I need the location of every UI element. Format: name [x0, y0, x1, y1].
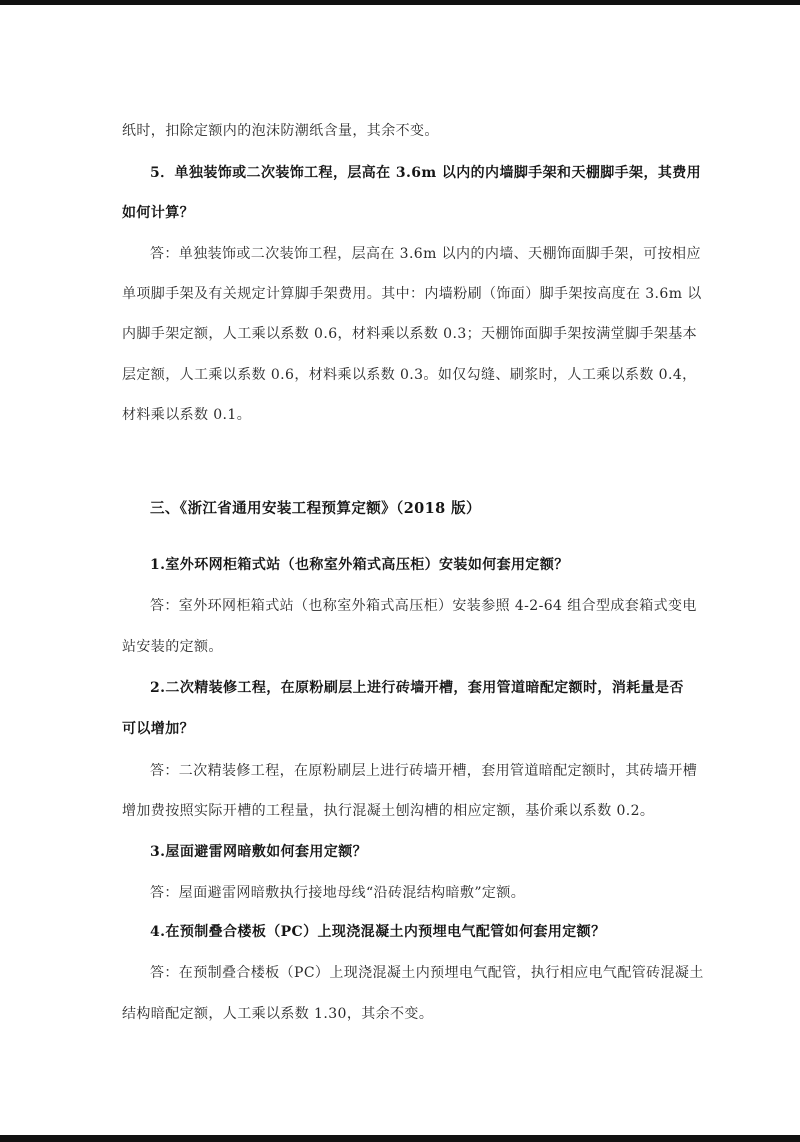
answer-5-line-5: 材料乘以系数 0.1。 [122, 407, 252, 423]
answer-line: 纸时，扣除定额内的泡沫防潮纸含量，其余不变。 [122, 123, 439, 139]
question-2-line-1: 2.二次精装修工程，在原粉刷层上进行砖墙开槽，套用管道暗配定额时，消耗量是否 [150, 680, 684, 696]
answer-5-line-2: 单项脚手架及有关规定计算脚手架费用。其中：内墙粉刷（饰面）脚手架按高度在 3.6m 以 [122, 286, 702, 302]
bottom-border [0, 1135, 800, 1142]
answer-5-line-3: 内脚手架定额，人工乘以系数 0.6，材料乘以系数 0.3；天棚饰面脚手架按满堂脚手架基本 [122, 326, 698, 342]
answer-5-line-4: 层定额，人工乘以系数 0.6，材料乘以系数 0.3。如仅勾缝、刷浆时，人工乘以系数 0.4， [122, 367, 697, 383]
question-5-line-2: 如何计算？ [122, 205, 194, 221]
top-border [0, 0, 800, 5]
answer-1-line-2: 站安装的定额。 [122, 639, 223, 655]
answer-1-line-1: 答：室外环网柜箱式站（也称室外箱式高压柜）安装参照 4-2-64 组合型成套箱式变电 [150, 598, 697, 614]
answer-4-line-1: 答：在预制叠合楼板（PC）上现浇混凝土内预埋电气配管，执行相应电气配管砖混凝土 [150, 965, 704, 981]
answer-4-line-2: 结构暗配定额，人工乘以系数 1.30，其余不变。 [122, 1006, 434, 1022]
answer-5-line-1: 答：单独装饰或二次装饰工程，层高在 3.6m 以内的内墙、天棚饰面脚手架，可按相应 [150, 246, 701, 262]
answer-2-line-2: 增加费按照实际开槽的工程量，执行混凝土刨沟槽的相应定额，基价乘以系数 0.2。 [122, 803, 655, 819]
question-3-line-1: 3.屋面避雷网暗敷如何套用定额？ [150, 844, 368, 860]
question-5-line-1: 5．单独装饰或二次装饰工程，层高在 3.6m 以内的内墙脚手架和天棚脚手架，其费用 [150, 165, 702, 181]
answer-3-line-1: 答：屋面避雷网暗敷执行接地母线“沿砖混结构暗敷”定额。 [150, 885, 526, 901]
question-1-line-1: 1.室外环网柜箱式站（也称室外箱式高压柜）安装如何套用定额？ [150, 557, 569, 573]
answer-2-line-1: 答：二次精装修工程，在原粉刷层上进行砖墙开槽，套用管道暗配定额时，其砖墙开槽 [150, 763, 698, 779]
section-3-heading: 三、《浙江省通用安装工程预算定额》（2018 版） [150, 500, 481, 517]
question-2-line-2: 可以增加？ [122, 721, 194, 737]
question-4-line-1: 4.在预制叠合楼板（PC）上现浇混凝土内预埋电气配管如何套用定额？ [150, 924, 606, 940]
